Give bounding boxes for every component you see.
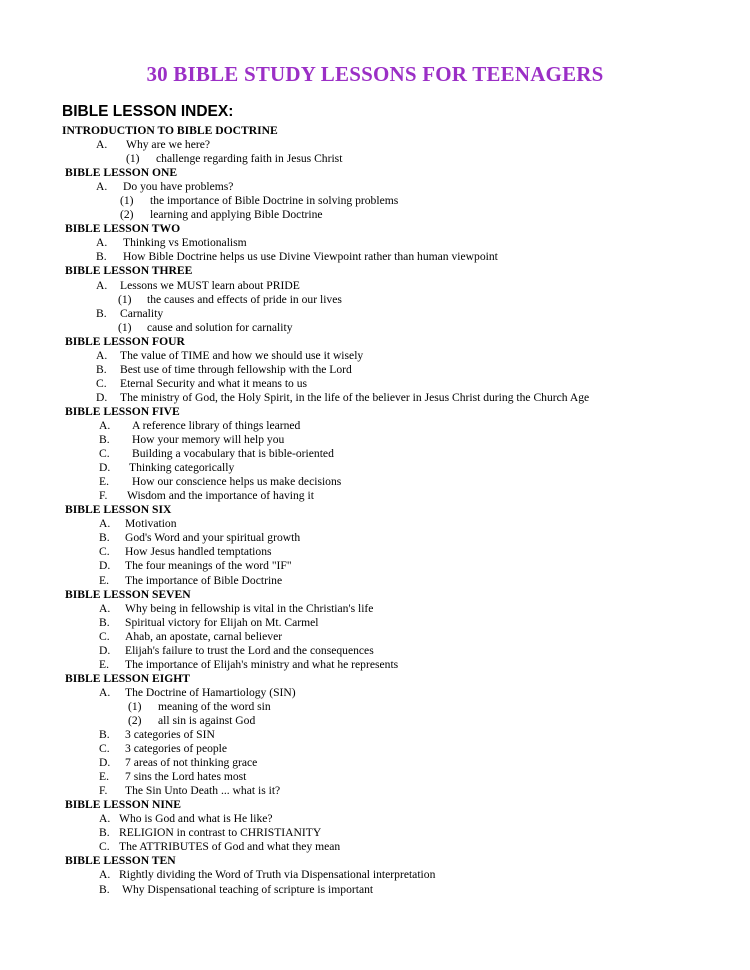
lesson-item	[0, 475, 750, 489]
item-text: Why are we here?	[126, 138, 210, 152]
lesson-heading-text: INTRODUCTION TO BIBLE DOCTRINE	[62, 124, 278, 137]
item-text: Ahab, an apostate, carnal believer	[125, 629, 283, 643]
lesson-item	[0, 531, 750, 545]
lesson-subitem	[0, 152, 750, 166]
lesson-heading	[0, 672, 750, 686]
item-label: A.	[96, 138, 108, 152]
item-text: The Sin Unto Death ... what is it?	[125, 784, 281, 798]
item-text: Spiritual victory for Elijah on Mt. Carmel	[125, 615, 319, 629]
item-text: Do you have problems?	[123, 180, 234, 194]
lesson-heading	[0, 166, 750, 180]
lesson-item	[0, 770, 750, 784]
lesson-item	[0, 307, 750, 321]
lesson-item	[0, 279, 750, 293]
item-text: The value of TIME and how we should use it wisely	[120, 348, 364, 362]
item-label: B.	[96, 362, 107, 376]
lesson-item	[0, 363, 750, 377]
document-title: 30 BIBLE STUDY LESSONS FOR TEENAGERS	[146, 62, 604, 86]
lesson-item	[0, 616, 750, 630]
item-label: B.	[96, 250, 107, 264]
lesson-item	[0, 756, 750, 770]
item-label: C.	[99, 545, 110, 559]
item-label: A.	[96, 348, 108, 362]
lesson-item	[0, 840, 750, 854]
lesson-heading	[0, 854, 750, 868]
item-label: B.	[96, 306, 107, 320]
lesson-subitem	[0, 194, 750, 208]
index-heading: BIBLE LESSON INDEX:	[62, 103, 234, 120]
item-text: learning and applying Bible Doctrine	[150, 208, 323, 222]
item-label: (1)	[118, 320, 132, 334]
item-text: Eternal Security and what it means to us	[120, 376, 308, 390]
item-label: D.	[99, 559, 111, 573]
item-label: B.	[99, 728, 110, 742]
item-label: A.	[96, 180, 108, 194]
lesson-item	[0, 461, 750, 475]
item-text: meaning of the word sin	[158, 699, 271, 713]
item-label: A.	[99, 601, 111, 615]
lesson-item	[0, 630, 750, 644]
lesson-item	[0, 826, 750, 840]
item-label: F.	[99, 489, 108, 503]
lesson-subitem	[0, 208, 750, 222]
lesson-heading-text: BIBLE LESSON FOUR	[65, 334, 185, 348]
item-label: A.	[96, 278, 108, 292]
lesson-item	[0, 236, 750, 250]
lesson-heading-text: BIBLE LESSON THREE	[65, 264, 193, 278]
item-label: (2)	[120, 208, 134, 222]
lesson-item	[0, 602, 750, 616]
item-label: C.	[99, 447, 110, 461]
item-label: (2)	[128, 713, 142, 727]
item-label: A.	[99, 868, 111, 882]
lesson-item	[0, 644, 750, 658]
item-text: 7 areas of not thinking grace	[125, 756, 258, 770]
lesson-heading-text: BIBLE LESSON FIVE	[65, 404, 180, 418]
item-text: Building a vocabulary that is bible-oriented	[132, 447, 334, 461]
item-label: (1)	[120, 194, 134, 208]
lesson-item	[0, 433, 750, 447]
lesson-item	[0, 728, 750, 742]
lesson-item	[0, 658, 750, 672]
item-text: How your memory will help you	[132, 433, 285, 447]
item-label: A.	[99, 517, 111, 531]
item-label: B.	[99, 615, 110, 629]
lesson-heading-text: BIBLE LESSON NINE	[65, 798, 181, 812]
item-text: Elijah's failure to trust the Lord and the consequences	[125, 643, 374, 657]
item-text: The ATTRIBUTES of God and what they mean	[119, 840, 341, 854]
item-text: A reference library of things learned	[132, 418, 301, 432]
item-label: E.	[99, 657, 109, 671]
lesson-heading	[0, 124, 750, 138]
lesson-item	[0, 180, 750, 194]
lesson-item	[0, 812, 750, 826]
item-text: Why Dispensational teaching of scripture is important	[122, 882, 374, 896]
item-text: RELIGION in contrast to CHRISTIANITY	[119, 826, 322, 840]
lesson-heading	[0, 264, 750, 278]
item-text: Thinking categorically	[129, 461, 235, 475]
lesson-heading-text: BIBLE LESSON TWO	[65, 222, 181, 236]
item-text: the causes and effects of pride in our lives	[147, 292, 342, 306]
item-label: A.	[96, 236, 108, 250]
item-label: D.	[99, 461, 111, 475]
item-label: C.	[96, 376, 107, 390]
item-label: D.	[99, 756, 111, 770]
item-label: B.	[99, 826, 110, 840]
item-text: cause and solution for carnality	[147, 320, 293, 334]
lesson-heading	[0, 335, 750, 349]
item-text: The ministry of God, the Holy Spirit, in the life of the believer in Jesus Christ during the Church Age	[120, 390, 590, 404]
lesson-item	[0, 489, 750, 503]
lesson-item	[0, 349, 750, 363]
item-label: E.	[99, 475, 109, 489]
item-text: How our conscience helps us make decisions	[132, 475, 342, 489]
lesson-index-list	[0, 124, 750, 897]
lesson-item	[0, 686, 750, 700]
lesson-heading	[0, 222, 750, 236]
item-label: (1)	[118, 292, 132, 306]
lesson-item	[0, 250, 750, 264]
item-text: Who is God and what is He like?	[119, 812, 273, 826]
item-label: D.	[96, 390, 108, 404]
item-label: A.	[99, 685, 111, 699]
lesson-item	[0, 868, 750, 882]
item-label: B.	[99, 882, 110, 896]
item-text: The Doctrine of Hamartiology (SIN)	[125, 685, 296, 699]
lesson-heading	[0, 798, 750, 812]
item-text: challenge regarding faith in Jesus Christ	[156, 152, 343, 166]
item-text: Rightly dividing the Word of Truth via Dispensational interpretation	[119, 868, 436, 882]
lesson-item	[0, 138, 750, 152]
lesson-heading-text: BIBLE LESSON TEN	[65, 854, 176, 868]
lesson-item	[0, 545, 750, 559]
item-text: all sin is against God	[158, 713, 256, 727]
lesson-heading	[0, 588, 750, 602]
item-text: Wisdom and the importance of having it	[127, 489, 314, 503]
item-label: C.	[99, 629, 110, 643]
lesson-item	[0, 377, 750, 391]
item-label: D.	[99, 643, 111, 657]
item-label: C.	[99, 742, 110, 756]
item-label: B.	[99, 531, 110, 545]
item-label: (1)	[128, 699, 142, 713]
item-text: the importance of Bible Doctrine in solving problems	[150, 194, 399, 208]
item-text: Lessons we MUST learn about PRIDE	[120, 278, 300, 292]
item-label: C.	[99, 840, 110, 854]
item-text: The importance of Elijah's ministry and what he represents	[125, 657, 399, 671]
item-text: How Jesus handled temptations	[125, 545, 272, 559]
item-text: Why being in fellowship is vital in the Christian's life	[125, 601, 374, 615]
lesson-item	[0, 574, 750, 588]
item-label: A.	[99, 812, 111, 826]
item-label: (1)	[126, 152, 140, 166]
item-label: B.	[99, 433, 110, 447]
lesson-item	[0, 517, 750, 531]
item-text: 3 categories of people	[125, 742, 228, 756]
lesson-heading	[0, 503, 750, 517]
item-text: Best use of time through fellowship with the Lord	[120, 362, 352, 376]
lesson-subitem	[0, 321, 750, 335]
lesson-item	[0, 419, 750, 433]
item-text: 7 sins the Lord hates most	[125, 770, 247, 784]
lesson-subitem	[0, 700, 750, 714]
lesson-subitem	[0, 293, 750, 307]
item-text: Carnality	[120, 306, 164, 320]
lesson-heading-text: BIBLE LESSON EIGHT	[65, 671, 191, 685]
item-label: A.	[99, 418, 111, 432]
item-label: E.	[99, 770, 109, 784]
lesson-heading-text: BIBLE LESSON ONE	[65, 166, 178, 180]
item-text: Thinking vs Emotionalism	[123, 236, 247, 250]
item-text: The importance of Bible Doctrine	[125, 573, 283, 587]
lesson-item	[0, 784, 750, 798]
item-text: God's Word and your spiritual growth	[125, 531, 301, 545]
lesson-item	[0, 883, 750, 897]
lesson-heading-text: BIBLE LESSON SIX	[65, 503, 172, 517]
lesson-item	[0, 447, 750, 461]
lesson-heading	[0, 405, 750, 419]
lesson-item	[0, 742, 750, 756]
lesson-heading-text: BIBLE LESSON SEVEN	[65, 587, 191, 601]
lesson-item	[0, 391, 750, 405]
lesson-item	[0, 559, 750, 573]
item-text: Motivation	[125, 517, 177, 531]
item-label: E.	[99, 573, 109, 587]
item-text: 3 categories of SIN	[125, 728, 215, 742]
lesson-subitem	[0, 714, 750, 728]
item-label: F.	[99, 784, 108, 798]
item-text: How Bible Doctrine helps us use Divine Viewpoint rather than human viewpoint	[123, 250, 498, 264]
item-text: The four meanings of the word "IF"	[125, 559, 292, 573]
